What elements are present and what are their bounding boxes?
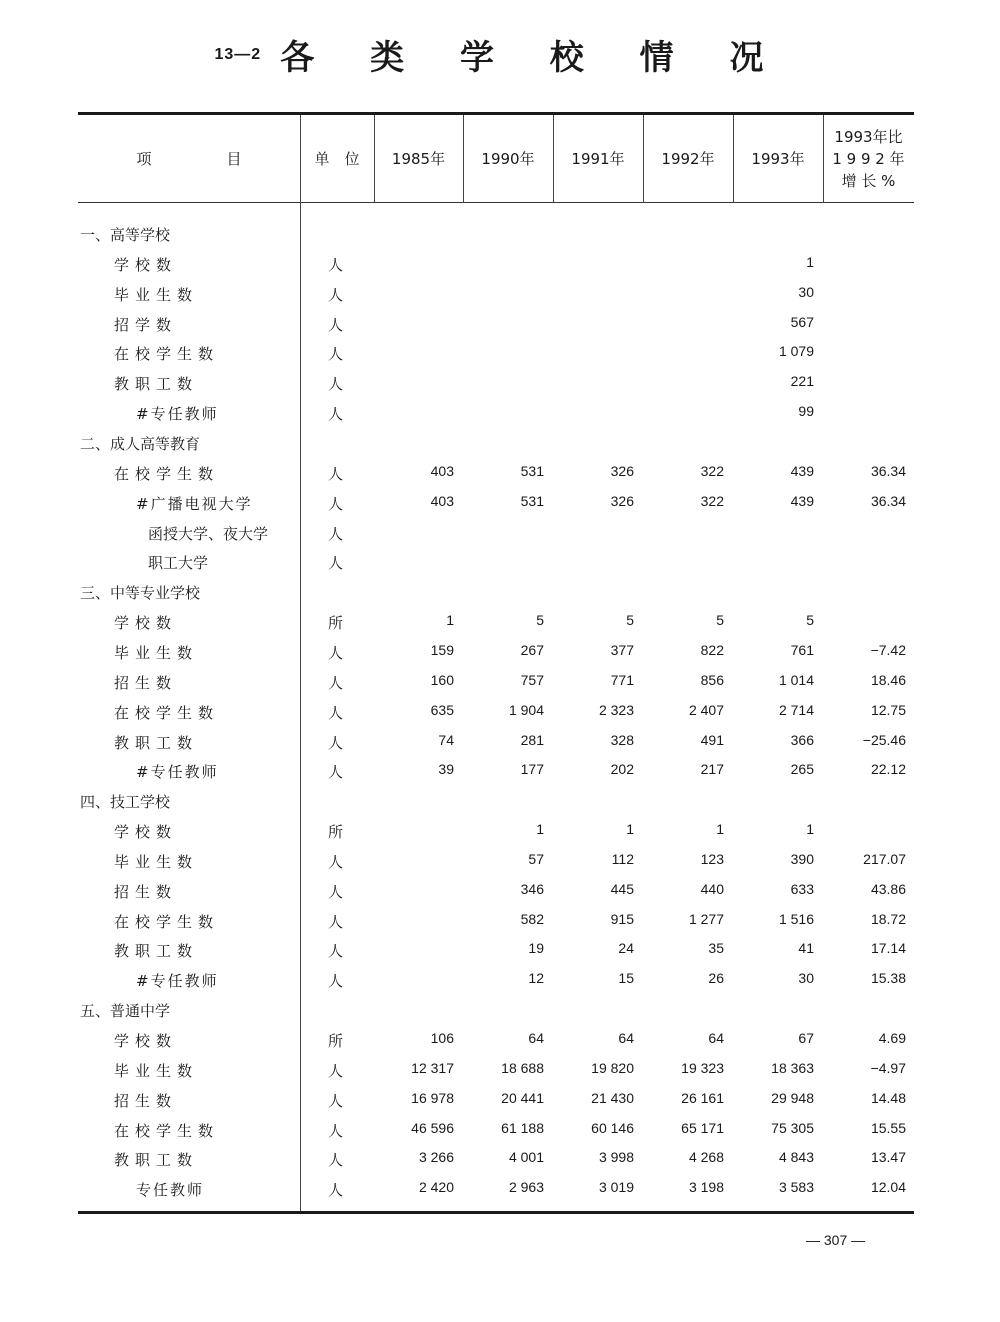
row-label: 一、高等学校: [80, 226, 171, 244]
row-unit: 人: [328, 1181, 344, 1200]
row-unit: 人: [328, 673, 344, 692]
value-1993: 761: [790, 641, 814, 658]
row-label: 二、成人高等教育: [80, 435, 201, 453]
row-label: 招生数: [114, 1091, 178, 1110]
value-growth: 18.72: [870, 910, 906, 927]
value-1992: 35: [708, 940, 724, 957]
value-1991: 3 998: [598, 1149, 634, 1166]
table-row: [78, 815, 914, 845]
table-row: [78, 1024, 914, 1054]
value-1990: 2 963: [508, 1179, 544, 1196]
row-unit: 人: [328, 494, 344, 513]
value-1992: 822: [700, 641, 724, 658]
value-growth: 22.12: [870, 761, 906, 778]
row-label: #专任教师: [136, 763, 219, 782]
value-1990: 5: [536, 612, 544, 628]
row-unit: 人: [328, 315, 344, 334]
header-1991: [553, 115, 643, 203]
value-1993: 1 516: [778, 910, 814, 927]
row-unit: 人: [328, 345, 344, 364]
row-unit: 人: [328, 1091, 344, 1110]
row-label: 三、中等专业学校: [80, 584, 201, 603]
value-1991: 112: [611, 850, 634, 867]
value-1990: 20 441: [501, 1089, 544, 1106]
row-label: #专任教师: [136, 972, 219, 991]
value-growth: 36.34: [870, 492, 906, 509]
value-1990: 4 001: [508, 1149, 544, 1166]
row-unit: 所: [328, 823, 344, 841]
header-growth-line2: 1 9 9 2 年: [832, 150, 905, 168]
value-1991: 2 323: [598, 701, 634, 718]
header-1993: [733, 115, 823, 203]
value-1991: 21 430: [591, 1089, 634, 1106]
row-unit: 人: [328, 942, 344, 961]
table-row: [78, 755, 914, 785]
value-1993: 30: [798, 970, 814, 987]
header-1985: [374, 115, 463, 203]
value-1985: 160: [430, 671, 454, 688]
row-label: 在校学生数: [114, 464, 220, 483]
row-unit: 人: [328, 524, 344, 543]
value-1985: 403: [430, 492, 454, 509]
value-growth: −4.97: [870, 1059, 906, 1076]
section-row: [78, 218, 914, 248]
value-growth: 36.34: [870, 462, 906, 479]
value-1985: 2 420: [418, 1179, 454, 1196]
value-1990: 1 904: [508, 701, 544, 718]
table-row: [78, 457, 914, 487]
header-item: [78, 115, 300, 203]
header-growth: [823, 115, 914, 203]
value-growth: 15.55: [870, 1119, 906, 1136]
value-growth: 14.48: [870, 1089, 906, 1106]
table-row: [78, 367, 914, 397]
row-unit: 人: [328, 643, 344, 662]
row-label: 学校数: [114, 823, 178, 841]
row-label: 职工大学: [148, 554, 209, 573]
section-row: [78, 576, 914, 606]
table-row: [78, 964, 914, 994]
header-item-label: 项 目: [136, 150, 242, 168]
value-1992: 856: [700, 671, 724, 688]
value-1991: 915: [610, 910, 634, 927]
header-1991-label: 1991年: [571, 150, 625, 168]
row-label: 在校学生数: [114, 703, 220, 722]
value-growth: 18.46: [870, 671, 906, 688]
page-number: — 307 —: [806, 1232, 866, 1248]
table-row: [78, 934, 914, 964]
row-unit: 人: [328, 375, 344, 394]
table-row: [78, 1084, 914, 1114]
table-number: 13—2: [214, 45, 262, 63]
row-unit: 人: [328, 285, 344, 304]
value-1992: 64: [708, 1030, 724, 1046]
value-1991: 771: [610, 671, 634, 688]
value-1992: 5: [716, 612, 724, 628]
row-label: #广播电视大学: [136, 494, 253, 513]
row-label: #专任教师: [136, 405, 219, 424]
row-label: 毕业生数: [114, 285, 199, 304]
value-growth: 4.69: [878, 1030, 906, 1046]
row-unit: 所: [328, 614, 344, 632]
value-1990: 177: [520, 761, 544, 778]
value-1992: 1: [716, 821, 724, 837]
value-1993: 265: [790, 761, 814, 778]
header-unit-label: 单 位: [314, 150, 360, 168]
page-title: [0, 30, 1000, 79]
value-1990: 582: [520, 910, 544, 927]
value-1992: 4 268: [688, 1149, 724, 1166]
table-title: 各 类 学 校 情 况: [280, 38, 786, 78]
table-row: [78, 696, 914, 726]
row-label: 学校数: [114, 1032, 178, 1050]
value-1993: 439: [790, 462, 814, 479]
value-1985: 74: [438, 731, 454, 748]
value-growth: 15.38: [870, 970, 906, 987]
value-1992: 123: [700, 850, 724, 867]
row-unit: 人: [328, 882, 344, 901]
value-1992: 491: [700, 731, 724, 748]
value-1985: 16 978: [411, 1089, 454, 1106]
value-1993: 221: [790, 373, 814, 390]
row-label: 专任教师: [136, 1181, 205, 1200]
value-1993: 633: [790, 880, 814, 897]
value-1985: 159: [430, 641, 454, 658]
header-1990-label: 1990年: [481, 150, 535, 168]
value-1993: 439: [790, 492, 814, 509]
value-1991: 15: [618, 970, 634, 987]
value-1992: 26: [708, 970, 724, 987]
value-1985: 106: [430, 1030, 454, 1046]
row-label: 招学数: [114, 315, 178, 334]
value-1993: 67: [798, 1030, 814, 1046]
row-label: 在校学生数: [114, 912, 220, 931]
value-1993: 5: [806, 612, 814, 628]
row-label: 学校数: [114, 614, 178, 632]
table-row: [78, 636, 914, 666]
row-unit: 人: [328, 464, 344, 483]
header-1992-label: 1992年: [661, 150, 715, 168]
value-1992: 2 407: [688, 701, 724, 718]
value-growth: 217.07: [863, 850, 906, 867]
value-1991: 5: [626, 612, 634, 628]
value-1990: 267: [520, 641, 544, 658]
table-row: [78, 1114, 914, 1144]
row-label: 四、技工学校: [80, 793, 171, 812]
row-unit: 人: [328, 1061, 344, 1080]
value-1991: 1: [626, 821, 634, 837]
value-growth: −25.46: [862, 731, 906, 748]
value-1990: 18 688: [501, 1059, 544, 1076]
row-unit: 人: [328, 763, 344, 782]
row-unit: 人: [328, 554, 344, 573]
row-label: 毕业生数: [114, 643, 199, 662]
row-unit: 人: [328, 733, 344, 752]
row-label: 毕业生数: [114, 852, 199, 871]
row-label: 招生数: [114, 673, 178, 692]
value-1985: 46 596: [411, 1119, 454, 1136]
value-1992: 19 323: [681, 1059, 724, 1076]
value-1991: 326: [610, 492, 634, 509]
row-unit: 所: [328, 1032, 344, 1050]
value-growth: −7.42: [870, 641, 906, 658]
value-1992: 65 171: [681, 1119, 724, 1136]
value-1991: 377: [610, 641, 634, 658]
table-row: [78, 517, 914, 547]
row-unit: 人: [328, 405, 344, 424]
value-1993: 2 714: [778, 701, 814, 718]
value-1990: 1: [536, 821, 544, 837]
row-unit: 人: [328, 703, 344, 722]
row-label: 毕业生数: [114, 1061, 199, 1080]
value-1985: 1: [446, 612, 454, 628]
table-row: [78, 487, 914, 517]
value-1993: 390: [790, 850, 814, 867]
value-1985: 39: [438, 761, 454, 778]
row-label: 函授大学、夜大学: [148, 524, 269, 543]
value-1992: 3 198: [688, 1179, 724, 1196]
table-row: [78, 666, 914, 696]
header-1990: [463, 115, 553, 203]
row-unit: 人: [328, 255, 344, 274]
value-1985: 3 266: [418, 1149, 454, 1166]
value-1993: 1: [806, 253, 814, 270]
row-label: 教职工数: [114, 375, 199, 394]
value-growth: 17.14: [870, 940, 906, 957]
value-1990: 19: [528, 940, 544, 957]
value-1991: 202: [610, 761, 634, 778]
value-1990: 757: [520, 671, 544, 688]
value-1991: 60 146: [591, 1119, 634, 1136]
value-1991: 19 820: [591, 1059, 634, 1076]
value-1992: 322: [700, 492, 724, 509]
row-label: 教职工数: [114, 942, 199, 961]
bottom-rule: [78, 1211, 914, 1214]
table-row: [78, 606, 914, 636]
value-1993: 366: [790, 731, 814, 748]
row-label: 学校数: [114, 255, 178, 274]
value-1993: 1: [806, 821, 814, 837]
value-1992: 217: [700, 761, 724, 778]
row-unit: 人: [328, 912, 344, 931]
table-row: [78, 875, 914, 905]
value-1991: 64: [618, 1030, 634, 1046]
table-row: [78, 397, 914, 427]
table-row: [78, 905, 914, 935]
header-1985-label: 1985年: [391, 150, 446, 168]
row-unit: 人: [328, 972, 344, 991]
value-1990: 346: [520, 880, 544, 897]
value-1985: 635: [430, 701, 454, 718]
value-1991: 328: [610, 731, 634, 748]
section-row: [78, 994, 914, 1024]
table-row: [78, 337, 914, 367]
row-label: 招生数: [114, 882, 178, 901]
section-row: [78, 427, 914, 457]
value-1992: 440: [700, 880, 724, 897]
value-growth: 13.47: [870, 1149, 906, 1166]
value-1990: 12: [528, 970, 544, 987]
row-label: 教职工数: [114, 1151, 199, 1170]
table-row: [78, 1143, 914, 1173]
value-1990: 281: [520, 731, 544, 748]
value-1991: 326: [610, 462, 634, 479]
value-1993: 567: [790, 313, 814, 330]
table-row: [78, 308, 914, 338]
value-1993: 4 843: [778, 1149, 814, 1166]
header-unit: [300, 115, 374, 203]
row-label: 五、普通中学: [80, 1002, 171, 1021]
value-1993: 18 363: [771, 1059, 814, 1076]
header-1993-label: 1993年: [751, 150, 805, 168]
header-growth-line3: 增 长 %: [841, 172, 896, 190]
header-growth-line1: 1993年比: [834, 128, 903, 146]
value-1993: 99: [798, 403, 814, 420]
table-row: [78, 1173, 914, 1203]
value-1992: 322: [700, 462, 724, 479]
value-1993: 29 948: [771, 1089, 814, 1106]
table-row: [78, 1054, 914, 1084]
value-1990: 61 188: [501, 1119, 544, 1136]
value-1993: 1 014: [778, 671, 814, 688]
header-1992: [643, 115, 733, 203]
value-1990: 57: [528, 850, 544, 867]
table-row: [78, 726, 914, 756]
table-row: [78, 248, 914, 278]
value-1993: 1 079: [778, 343, 814, 360]
value-1991: 3 019: [598, 1179, 634, 1196]
section-row: [78, 785, 914, 815]
value-1985: 12 317: [411, 1059, 454, 1076]
value-1992: 26 161: [681, 1089, 724, 1106]
value-growth: 12.04: [870, 1179, 906, 1196]
table-row: [78, 546, 914, 576]
value-1991: 445: [610, 880, 634, 897]
value-growth: 43.86: [870, 880, 906, 897]
value-1993: 30: [798, 283, 814, 300]
value-1993: 41: [798, 940, 814, 957]
value-1992: 1 277: [688, 910, 724, 927]
row-unit: 人: [328, 852, 344, 871]
row-label: 在校学生数: [114, 1121, 220, 1140]
table-row: [78, 278, 914, 308]
value-1993: 3 583: [778, 1179, 814, 1196]
table-row: [78, 845, 914, 875]
row-label: 在校学生数: [114, 345, 220, 364]
value-1990: 531: [520, 462, 544, 479]
value-1985: 403: [430, 462, 454, 479]
row-unit: 人: [328, 1151, 344, 1170]
value-1993: 75 305: [771, 1119, 814, 1136]
row-label: 教职工数: [114, 733, 199, 752]
value-1990: 531: [520, 492, 544, 509]
value-1990: 64: [528, 1030, 544, 1046]
row-unit: 人: [328, 1121, 344, 1140]
value-1991: 24: [618, 940, 634, 957]
value-growth: 12.75: [870, 701, 906, 718]
